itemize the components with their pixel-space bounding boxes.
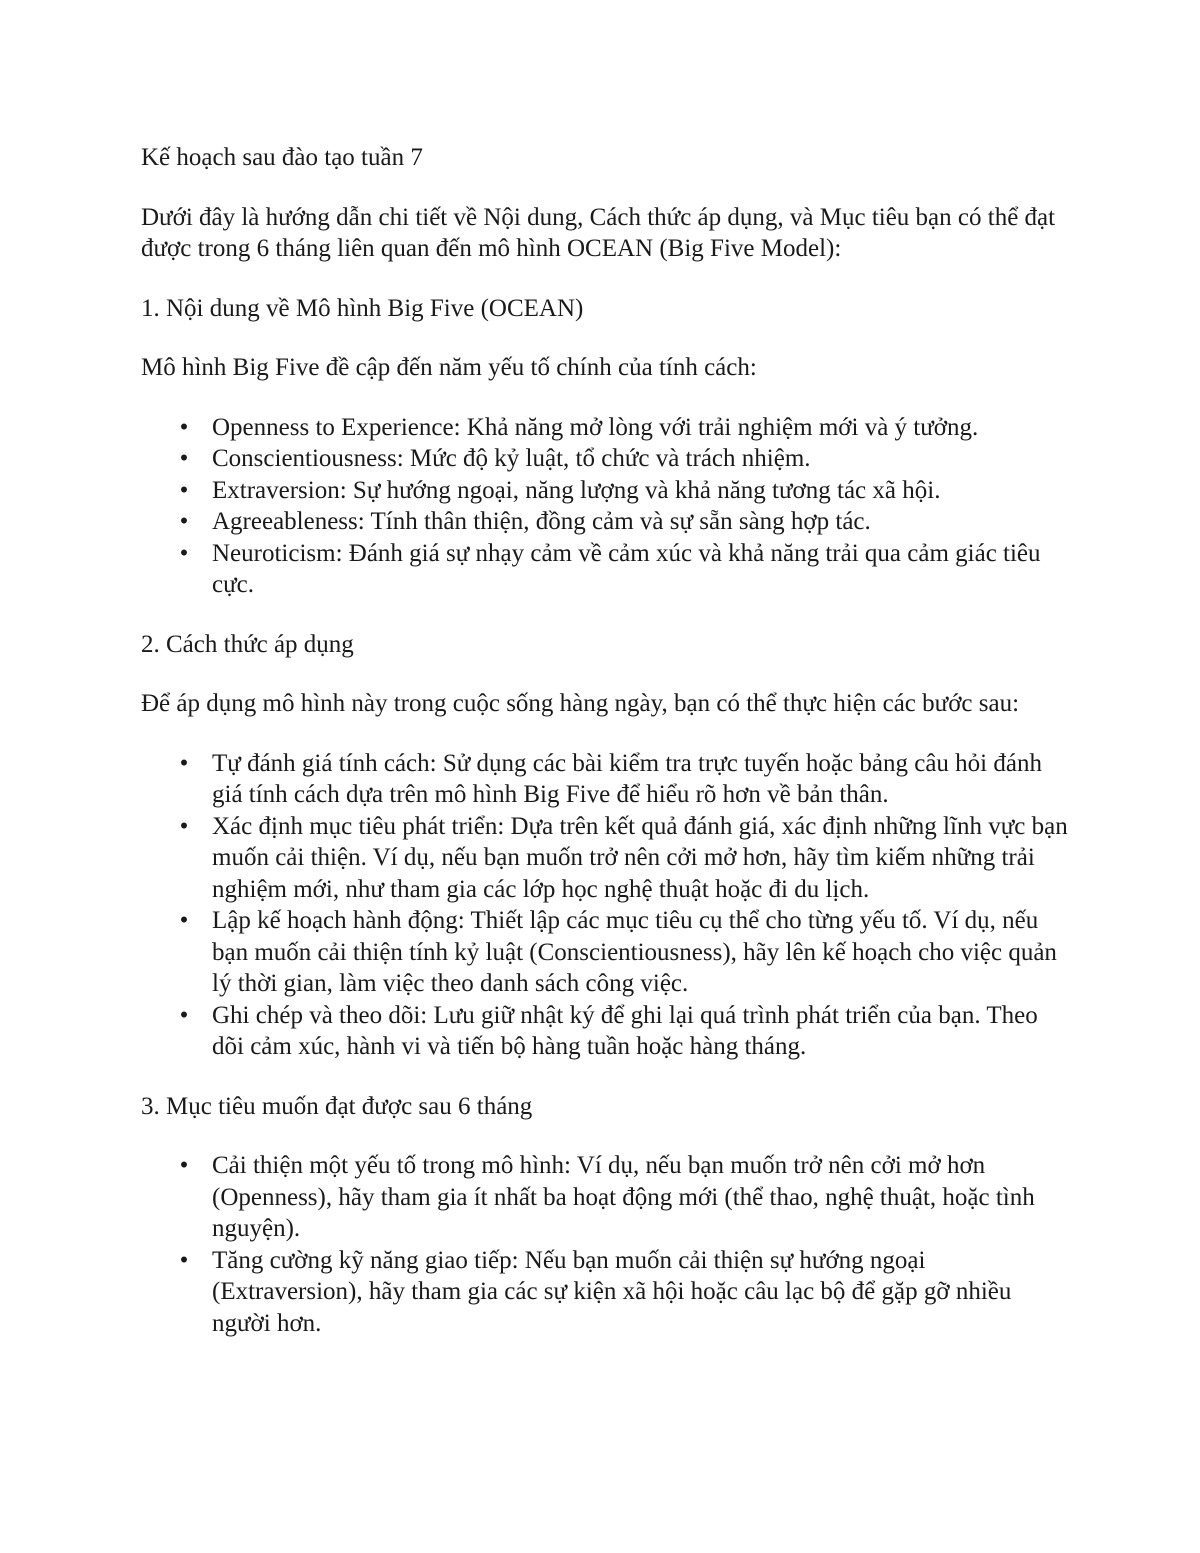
document-title: Kế hoạch sau đào tạo tuần 7 [141, 144, 423, 171]
list-item [141, 538, 1070, 601]
section-2-heading: 2. Cách thức áp dụng [141, 630, 354, 658]
section-2-list [141, 748, 1070, 1063]
bullet-icon: • [179, 476, 189, 504]
list-item-text: Cải thiện một yếu tố trong mô hình: Ví dụ, nếu bạn muốn trở nên cởi mở hơn (Openness), hãy tham gia ít nhất ba hoạt động mới (thể thao, nghệ thuật, hoặc tình nguyện). [212, 1152, 1035, 1242]
bullet-icon: • [179, 508, 189, 535]
list-item-text: Agreeableness: Tính thân thiện, đồng cảm và sự sẵn sàng hợp tác. [212, 508, 871, 535]
list-item [141, 748, 1070, 811]
list-item-text: Xác định mục tiêu phát triển: Dựa trên kết quả đánh giá, xác định những lĩnh vực bạn muốn cải thiện. Ví dụ, nếu bạn muốn trở nên cởi mở hơn, hãy tìm kiếm những trải nghiệm mới, như tham gia các lớp học nghệ thuật hoặc đi du lịch. [212, 812, 1068, 903]
section-1-lead: Mô hình Big Five đề cập đến năm yếu tố chính của tính cách: [141, 354, 757, 381]
bullet-icon: • [179, 445, 189, 472]
bullet-icon: • [179, 749, 189, 777]
bullet-icon: • [179, 413, 189, 441]
list-item-text: Ghi chép và theo dõi: Lưu giữ nhật ký để ghi lại quá trình phát triển của bạn. Theo dõi cảm xúc, hành vi và tiến bộ hàng tuần hoặc hàng tháng. [212, 1001, 1038, 1060]
list-item [141, 1245, 1070, 1340]
bullet-icon: • [179, 539, 189, 567]
section-1-heading: 1. Nội dung về Mô hình Big Five (OCEAN) [141, 294, 584, 322]
list-item-text: Tăng cường kỹ năng giao tiếp: Nếu bạn muốn cải thiện sự hướng ngoại (Extraversion), hãy tham gia các sự kiện xã hội hoặc câu lạc bộ để gặp gỡ nhiều người hơn. [212, 1246, 1012, 1337]
section-3-heading: 3. Mục tiêu muốn đạt được sau 6 tháng [141, 1092, 533, 1120]
list-item [141, 1000, 1070, 1063]
bullet-icon: • [179, 1246, 189, 1274]
list-item [141, 1150, 1070, 1245]
bullet-icon: • [179, 1152, 189, 1179]
list-item [141, 905, 1070, 1000]
section-3-list [141, 1150, 1070, 1339]
list-item [141, 506, 1070, 538]
intro-paragraph: Dưới đây là hướng dẫn chi tiết về Nội dung, Cách thức áp dụng, và Mục tiêu bạn có thể đạt được trong 6 tháng liên quan đến mô hình OCEAN (Big Five Model): [141, 203, 1056, 262]
list-item [141, 443, 1070, 475]
section-2-lead: Để áp dụng mô hình này trong cuộc sống hàng ngày, bạn có thể thực hiện các bước sau: [141, 690, 1020, 717]
list-item [141, 475, 1070, 507]
bullet-icon: • [179, 812, 189, 840]
section-1-list [141, 412, 1070, 601]
bullet-icon: • [179, 907, 189, 934]
list-item-text: Conscientiousness: Mức độ kỷ luật, tổ chức và trách nhiệm. [212, 445, 811, 472]
list-item-text: Lập kế hoạch hành động: Thiết lập các mục tiêu cụ thể cho từng yếu tố. Ví dụ, nếu bạn muốn cải thiện tính kỷ luật (Conscientiousness), hãy lên kế hoạch cho việc quản lý thời gian, làm việc theo danh sách công việc. [212, 907, 1057, 997]
list-item-text: Openness to Experience: Khả năng mở lòng với trải nghiệm mới và ý tưởng. [212, 413, 979, 441]
list-item [141, 811, 1070, 906]
list-item-text: Neuroticism: Đánh giá sự nhạy cảm về cảm xúc và khả năng trải qua cảm giác tiêu cực. [212, 539, 1041, 598]
list-item [141, 412, 1070, 444]
list-item-text: Tự đánh giá tính cách: Sử dụng các bài kiểm tra trực tuyến hoặc bảng câu hỏi đánh giá tính cách dựa trên mô hình Big Five để hiểu rõ hơn về bản thân. [212, 749, 1042, 808]
list-item-text: Extraversion: Sự hướng ngoại, năng lượng và khả năng tương tác xã hội. [212, 476, 941, 504]
bullet-icon: • [179, 1001, 189, 1029]
